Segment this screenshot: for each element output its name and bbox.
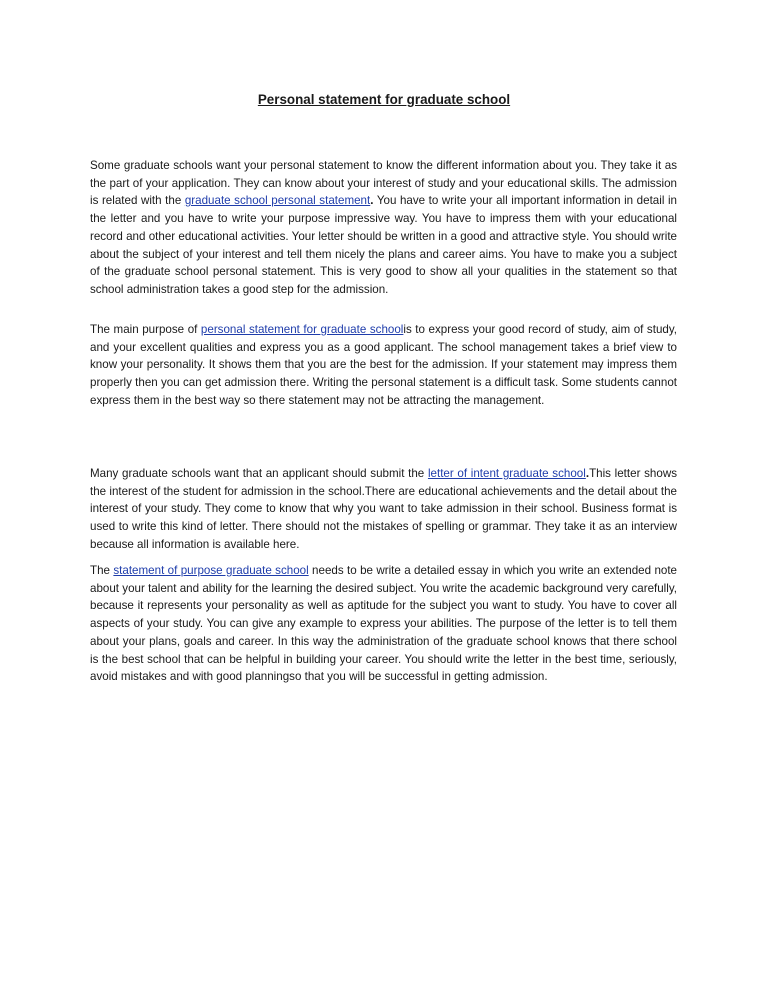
graduate-school-personal-statement-link[interactable]: graduate school personal statement xyxy=(184,194,371,208)
paragraph-1-text-before: Some graduate schools want your personal statement to know the different information about you. They take it as the part of your application. They can know about your interest of study and your educational skills. The admission is related with the xyxy=(90,159,677,208)
paragraph-3-text-before: Many graduate schools want that an applicant should submit the xyxy=(90,467,428,480)
personal-statement-for-graduate-school-link[interactable]: personal statement for graduate school xyxy=(200,323,404,336)
paragraph-1-period: . xyxy=(370,194,374,208)
paragraph-3-text-after: This letter shows the interest of the student for admission in the school.There are educational achievements and the detail about the interest of your study. They come to know that why you want to take admission in their school. Business format is used to write this kind of letter. There should not the mistakes of spelling or grammar. They take it as an interview because all information is available here. xyxy=(90,467,677,551)
paragraph-3-period: . xyxy=(585,467,590,480)
paragraph-3 xyxy=(90,465,677,554)
letter-of-intent-graduate-school-link[interactable]: letter of intent graduate school xyxy=(427,467,586,480)
paragraph-1 xyxy=(90,157,677,299)
document-title: Personal statement for graduate school xyxy=(257,92,511,107)
paragraph-4 xyxy=(90,562,677,686)
paragraph-1-text-after: You have to write your all important information in detail in the letter and you have to write your purpose impressive way. You have to impress them with your educational record and other educational activities. Your letter should be written in a good and attractive style. You should write about the subject of your interest and tell them nicely the plans and career aims. You have to make you a subject of the graduate school personal statement. This is very good to show all your qualities in the statement so that school administration takes a good step for the admission. xyxy=(90,194,677,296)
paragraph-2-text-before: The main purpose of xyxy=(90,323,201,336)
paragraph-2-text-after: is to express your good record of study, aim of study, and your excellent qualities and express you as a good applicant. The school management takes a brief view to know your personality. It shows them that you are the best for the admission. If your statement may impress them properly then you can get admission there. Writing the personal statement is a difficult task. Some students cannot express them in the best way so there statement may not be attracting the management. xyxy=(90,323,677,407)
paragraph-2 xyxy=(90,321,677,410)
statement-of-purpose-graduate-school-link[interactable]: statement of purpose graduate school xyxy=(113,564,309,577)
paragraph-4-text-after: needs to be write a detailed essay in which you write an extended note about your talent and ability for the learning the desired subject. You write the academic background very carefully, because it represents your personality as well as aptitude for the subject you want to study. You have to cover all aspects of your study. You can give any example to express your abilities. The purpose of the letter is to tell them about your plans, goals and career. In this way the administration of the graduate school knows that there school is the best school that can be helpful in building your career. You should write the letter in the best time, seriously, avoid mistakes and with good planningso that you will be successful in getting admission. xyxy=(90,564,678,684)
paragraph-4-text-before: The xyxy=(90,564,114,577)
